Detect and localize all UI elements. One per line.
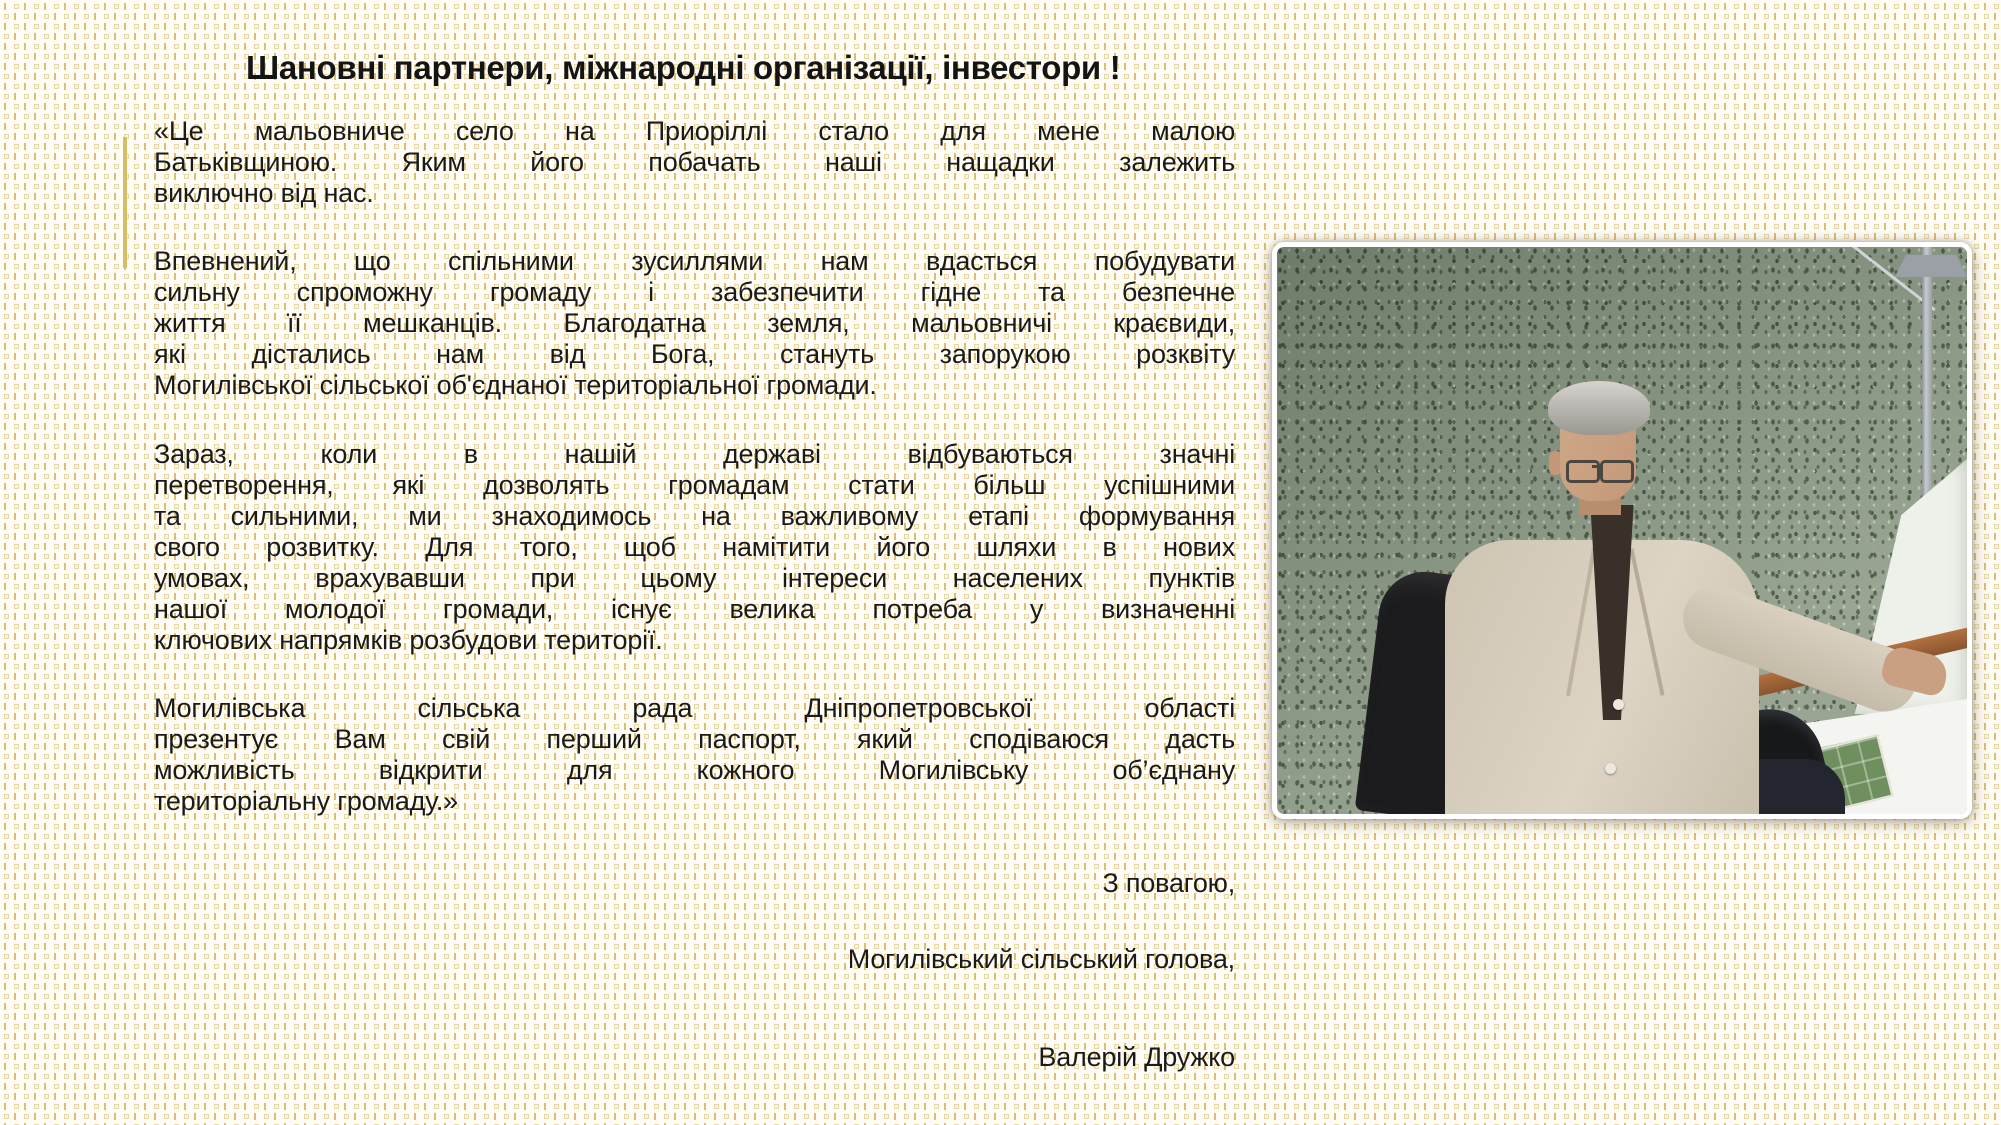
jacket-button [1613,699,1624,710]
paragraph-reforms [154,439,1235,656]
text-line: Могилівської сільської об'єднаної територіальної громади. [154,370,877,400]
glasses-right-lens [1600,460,1634,483]
text-line: які дістались нам від Бога, стануть запорукою розквіту [154,339,1235,369]
paragraph-vision [154,246,1235,401]
text-line: «Це мальовниче село на Приоріллі стало для мене малою [154,116,1235,146]
closing-position: Могилівський сільський голова, [847,944,1235,974]
gold-accent-line [123,137,127,268]
text-line: нашої молодої громади, існує велика потреба у визначенні [154,594,1235,624]
text-line: територіальну громаду.» [154,786,458,816]
lamp-pole-top [1895,255,1967,277]
text-line: перетворення, які дозволять громадам стати більш успішними [154,470,1235,500]
closing-salutation: З повагою, [1102,868,1235,898]
text-line: Могилівська сільська рада Дніпропетровської області [154,693,1235,723]
text-line: ключових напрямків розбудови території. [154,625,663,655]
glasses-bridge [1592,465,1602,468]
photo-content [1277,247,1967,814]
text-line: Зараз, коли в нашій державі відбуваються значні [154,439,1235,469]
paragraph-passport [154,693,1235,817]
mayor-photo [1272,242,1972,819]
man-gray-hair [1548,381,1650,435]
text-line: сильну спроможну громаду і забезпечити гідне та безпечне [154,277,1235,307]
jacket-button [1605,763,1616,774]
text-line: можливість відкрити для кожного Могилівську об’єднану [154,755,1235,785]
text-line: презентує Вам свій перший паспорт, який сподіваюся дасть [154,724,1235,754]
text-line: умовах, врахувавши при цьому інтереси населених пунктів [154,563,1235,593]
paragraph-intro [154,116,1235,209]
glasses-left-lens [1566,460,1600,483]
text-line: виключно від нас. [154,178,374,208]
text-line: життя її мешканців. Благодатна земля, мальовничі краєвиди, [154,308,1235,338]
text-line: Батьківщиною. Яким його побачать наші нащадки залежить [154,147,1235,177]
closing-name: Валерій Дружко [1038,1042,1235,1072]
text-line: Впевнений, що спільними зусиллями нам вдасться побудувати [154,246,1235,276]
text-line: та сильними, ми знаходимось на важливому етапі формування [154,501,1235,531]
slide-title: Шановні партнери, міжнародні організації, інвестори ! [246,49,1121,86]
text-line: свого розвитку. Для того, щоб намітити його шляхи в нових [154,532,1235,562]
